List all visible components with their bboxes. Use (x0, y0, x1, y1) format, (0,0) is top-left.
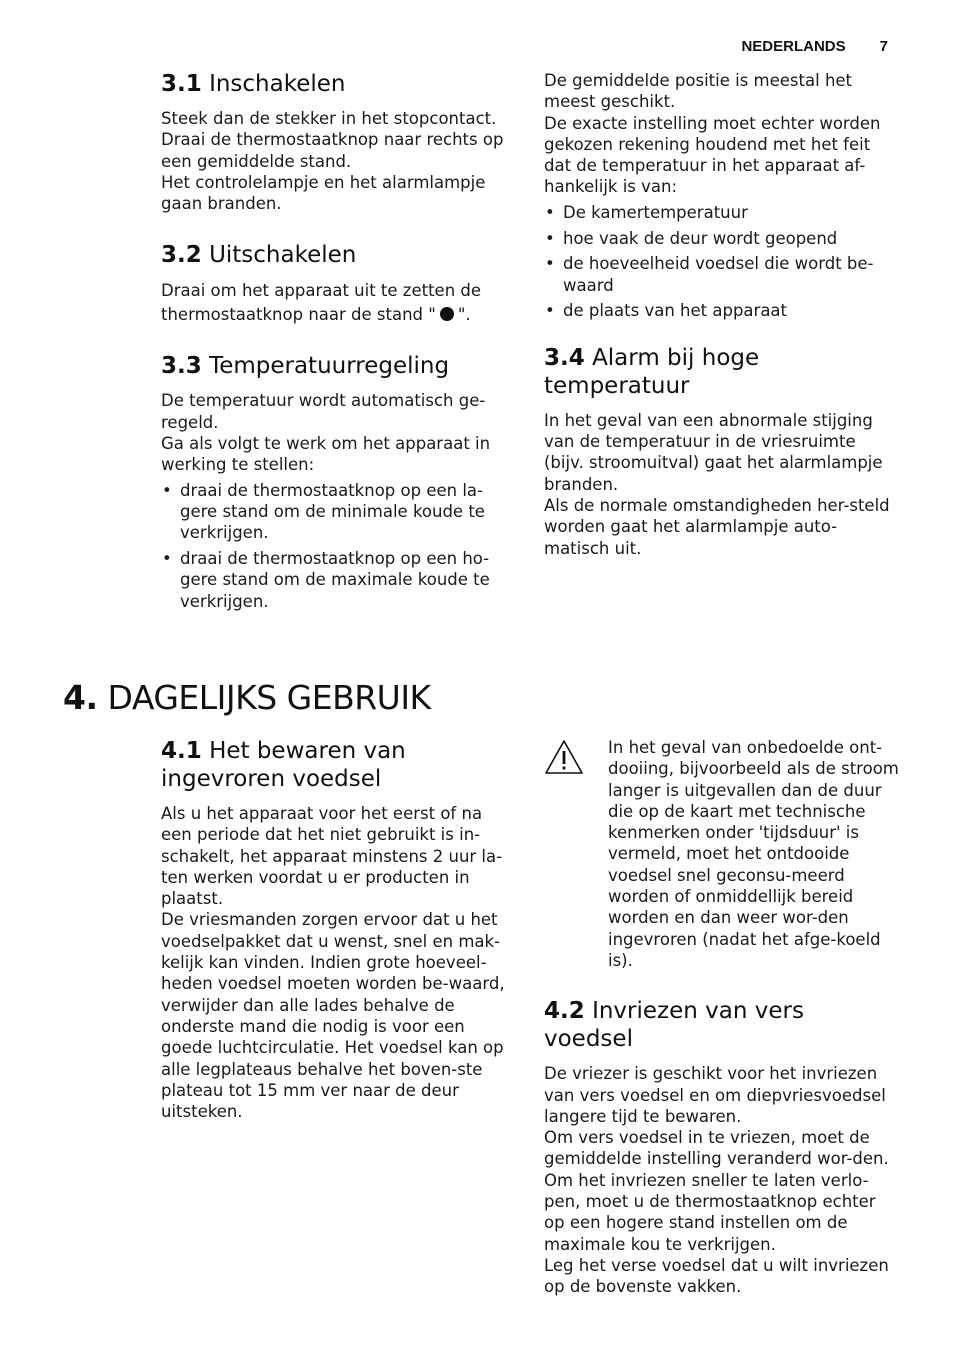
paragraph: De gemiddelde positie is meestal het meest geschikt. (544, 71, 853, 112)
left-column-bottom (161, 737, 511, 1144)
paragraph-text: Draai om het apparaat uit te zetten de thermostaatknop naar de stand " (161, 281, 482, 325)
section-title: Temperatuurregeling (209, 353, 450, 380)
paragraph: Ga als volgt te werk om het apparaat in werking te stellen: (161, 434, 491, 475)
section-3-2 (161, 241, 511, 327)
list-item: • draai de thermostaatknop op een la-gere stand om de minimale koude te verkrijgen. (161, 480, 511, 544)
paragraph-text: ". (457, 305, 471, 325)
page-number: 7 (879, 38, 888, 55)
warning-box (544, 737, 900, 971)
section-3-2-heading (161, 241, 511, 269)
paragraph: In het geval van een abnormale stijging van de temperatuur in de vriesruimte (bijv. stroomuitval) gaat het alarmlampje branden. (544, 410, 883, 494)
section-4-2-heading (544, 997, 900, 1053)
section-3-4 (544, 344, 900, 559)
section-number: 4.2 (544, 998, 585, 1025)
list-item: • de plaats van het apparaat (544, 300, 900, 321)
header-language: NEDERLANDS (741, 38, 846, 55)
section-4-1 (161, 737, 511, 1122)
left-column-top (161, 70, 511, 634)
page-header (741, 38, 888, 55)
section-3-3-continued (544, 70, 900, 322)
section-title: Inschakelen (209, 71, 346, 97)
list-item: • de hoeveelheid voedsel die wordt be-waard (544, 253, 900, 296)
paragraph: Steek dan de stekker in het stopcontact. Draai de thermostaatknop naar rechts op een gemiddelde stand. (161, 109, 504, 171)
chapter-title: DAGELIJKS GEBRUIK (107, 678, 431, 717)
paragraph: Leg het verse voedsel dat u wilt invriezen op de bovenste vakken. (544, 1255, 889, 1297)
paragraph: De exacte instelling moet echter worden gekozen rekening houdend met het feit dat de temperatuur in het apparaat af-hankelijk is van: (544, 113, 881, 197)
section-number: 3.2 (161, 242, 202, 269)
warning-text: In het geval van onbedoelde ont-dooiing, bijvoorbeeld als de stroom langer is uitgevallen dan de duur die op de kaart met technische kenmerken onder 'tijdsduur' is vermeld, moet het ontdooide voedsel snel geconsu-meerd worden of onmiddellijk bereid worden en dan weer wor-den ingevroren (nadat het afge-koeld is). (608, 738, 899, 970)
right-column-top (544, 70, 900, 581)
section-4-2 (544, 997, 900, 1297)
section-title: Alarm bij hoge temperatuur (544, 344, 760, 399)
paragraph: De temperatuur wordt automatisch ge-regeld. (161, 391, 486, 432)
off-position-dot-icon (440, 307, 454, 321)
chapter-number: 4. (63, 678, 98, 717)
paragraph: Als u het apparaat voor het eerst of na een periode dat het niet gebruikt is in-schakelt, het apparaat minstens 2 uur la-ten werken voordat u er producten in plaatst. (161, 804, 503, 909)
paragraph: De vriesmanden zorgen ervoor dat u het voedselpakket dat u wenst, snel en mak-kelijk kan vinden. Indien grote hoeveel-heden voedsel moeten worden be-waard, verwijder dan alle lades behalve de onderste mand die nodig is voor een goede luchtcirculatie. Het voedsel kan op alle legplateaus behalve het boven-ste plateau tot 15 mm ver naar de deur uitsteken. (161, 910, 505, 1122)
paragraph: Om vers voedsel in te vriezen, moet de gemiddelde instelling veranderd wor-den. (544, 1128, 889, 1169)
section-number: 3.1 (161, 71, 202, 97)
section-3-3 (161, 352, 511, 611)
section-title: Het bewaren van ingevroren voedsel (161, 738, 406, 792)
section-3-1-heading (161, 70, 511, 98)
chapter-heading (63, 676, 431, 720)
section-number: 4.1 (161, 738, 202, 764)
list-item: • De kamertemperatuur (544, 202, 900, 223)
paragraph (161, 279, 511, 327)
section-3-4-heading (544, 344, 900, 400)
section-3-1 (161, 70, 511, 214)
bullet-list (544, 202, 900, 322)
section-number: 3.3 (161, 353, 202, 380)
section-title: Invriezen van vers voedsel (544, 998, 804, 1053)
bullet-list (161, 480, 511, 612)
paragraph: De vriezer is geschikt voor het invriezen van vers voedsel en om diepvriesvoedsel langere tijd te bewaren. (544, 1064, 886, 1126)
right-column-bottom (544, 737, 900, 1320)
section-4-1-heading (161, 737, 511, 793)
list-item: • draai de thermostaatknop op een ho-gere stand om de maximale koude te verkrijgen. (161, 548, 511, 612)
paragraph: Als de normale omstandigheden her-steld worden gaat het alarmlampje auto-matisch uit. (544, 495, 890, 558)
paragraph: Het controlelampje en het alarmlampje gaan branden. (161, 172, 486, 214)
section-number: 3.4 (544, 344, 585, 371)
paragraph: Om het invriezen sneller te laten verlo-pen, moet u de thermostaatknop echter op een hogere stand instellen om de maximale kou te verkrijgen. (544, 1170, 876, 1254)
section-3-3-heading (161, 352, 511, 380)
warning-triangle-icon (544, 739, 584, 775)
list-item: • hoe vaak de deur wordt geopend (544, 228, 900, 249)
section-title: Uitschakelen (209, 242, 357, 269)
